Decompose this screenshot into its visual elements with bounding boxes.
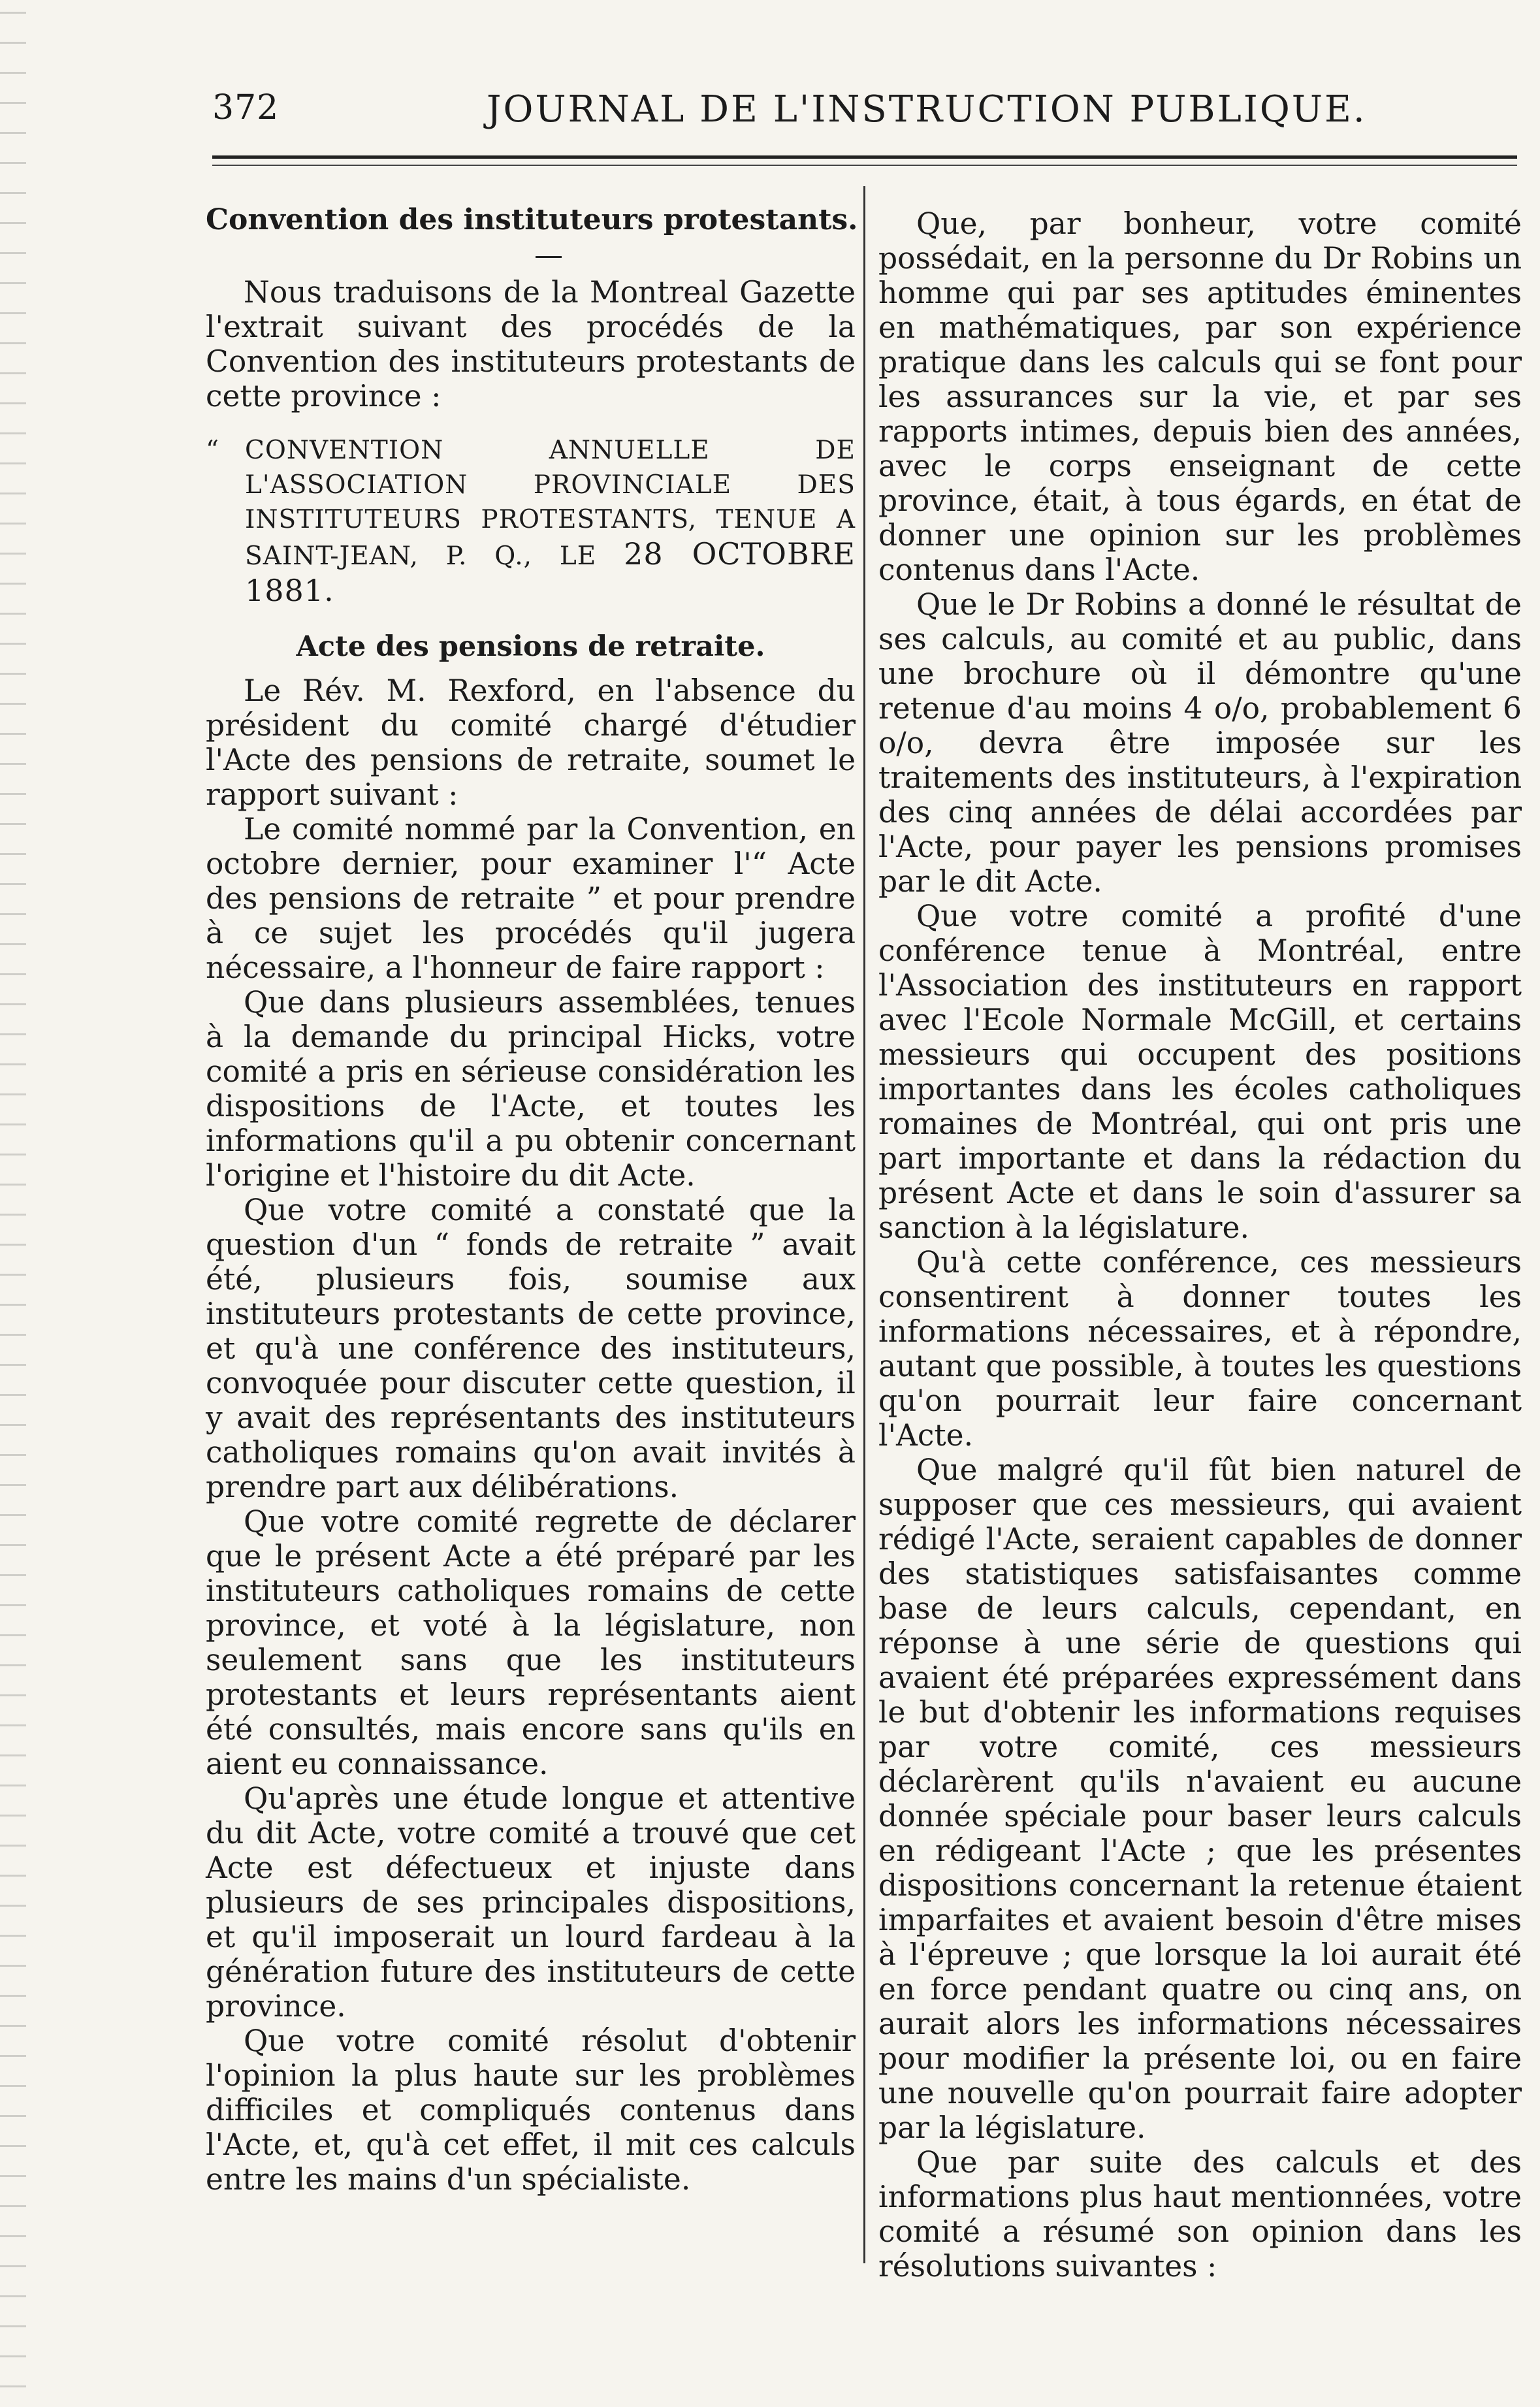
paragraph: Que votre comité résolut d'obtenir l'opinion la plus haute sur les problèmes difficiles et compliqués contenus dans l'Acte, et, qu'à cet effet, il mit ces calculs entre les mains d'un spécialiste. [206, 2024, 856, 2197]
paragraph: Le Rév. M. Rexford, en l'absence du président du comité chargé d'étudier l'Acte des pensions de retraite, soumet le rapport suivant : [206, 673, 856, 812]
heading-dash [206, 237, 856, 270]
paragraph: Qu'après une étude longue et attentive du dit Acte, votre comité a trouvé que cet Acte est défectueux et injuste dans plusieurs de ses principales dispositions, et qu'il imposerait un lourd fardeau à la génération future des instituteurs de cette province. [206, 1781, 856, 2024]
paragraph: Que le Dr Robins a donné le résultat de ses calculs, au comité et au public, dans une brochure où il démontre qu'une retenue d'au moins 4 o/o, probablement 6 o/o, devra être imposée sur les traitements des instituteurs, à l'expiration des cinq années de délai accordées par l'Acte, pour payer les pensions promises par le dit Acte. [878, 587, 1522, 899]
header-rule-thin [212, 165, 1517, 166]
right-column [878, 206, 1522, 2284]
convention-title [206, 433, 856, 610]
running-title: JOURNAL DE L'INSTRUCTION PUBLIQUE. [487, 88, 1367, 131]
convention-date: 28 OCTOBRE 1881. [245, 536, 856, 608]
opening-quote: “ [206, 436, 219, 465]
paragraph: Que votre comité regrette de déclarer que le présent Acte a été préparé par les instituteurs catholiques romains de cette province, et voté à la législature, non seulement sans que les instituteurs protestants et leurs représentants aient été consultés, mais encore sans qu'ils en aient eu connaissance. [206, 1504, 856, 1781]
article-heading: Convention des instituteurs protestants. [206, 203, 858, 236]
paragraph: Que par suite des calculs et des informations plus haut mentionnées, votre comité a résumé son opinion dans les résolutions suivantes : [878, 2145, 1522, 2284]
paragraph: Que votre comité a constaté que la question d'un “ fonds de retraite ” avait été, plusieurs fois, soumise aux instituteurs protestants de cette province, et qu'à une conférence des instituteurs, convoquée pour discuter cette question, il y avait des représentants des instituteurs catholiques romains qu'on avait invités à prendre part aux délibérations. [206, 1193, 856, 1504]
header-rule-thick [212, 155, 1517, 159]
convention-title-text: CONVENTION ANNUELLE DE L'ASSOCIATION PROVINCIALE DES INSTITUTEURS PROTESTANTS, TENUE A SAINT-JEAN, P. Q., LE [245, 436, 856, 571]
paragraph: Que malgré qu'il fût bien naturel de supposer que ces messieurs, qui avaient rédigé l'Acte, seraient capables de donner des statistiques satisfaisantes comme base de leurs calculs, cependant, en réponse à une série de questions qui avaient été préparées expressément dans le but d'obtenir les informations requises par votre comité, ces messieurs déclarèrent qu'ils n'avaient eu aucune donnée spéciale pour baser leurs calculs en rédigeant l'Acte ; que les présentes dispositions concernant la retenue étaient imparfaites et avaient besoin d'être mises à l'épreuve ; que lorsque la loi aurait été en force pendant quatre ou cinq ans, on aurait alors les informations nécessaires pour modifier la présente loi, ou en faire une nouvelle qu'on pourrait faire adopter par la législature. [878, 1453, 1522, 2145]
column-divider [863, 186, 865, 2263]
section-subheading: Acte des pensions de retraite. [296, 630, 765, 663]
paragraph: Que votre comité a profité d'une conférence tenue à Montréal, entre l'Association des instituteurs en rapport avec l'Ecole Normale McGill, et certains messieurs qui occupent des positions importantes dans les écoles catholiques romaines de Montréal, qui ont pris une part importante et dans la rédaction du présent Acte et dans le soin d'assurer sa sanction à la législature. [878, 899, 1522, 1245]
paragraph: Que, par bonheur, votre comité possédait, en la personne du Dr Robins un homme qui par ses aptitudes éminentes en mathématiques, par son expérience pratique dans les calculs qui se font pour les assurances sur la vie, et par ses rapports intimes, depuis bien des années, avec le corps enseignant de cette province, était, à tous égards, en état de donner une opinion sur les problèmes contenus dans l'Acte. [878, 206, 1522, 587]
page-header [212, 88, 1367, 140]
left-column [206, 196, 856, 2197]
paragraph: Le comité nommé par la Convention, en octobre dernier, pour examiner l'“ Acte des pensions de retraite ” et pour prendre à ce sujet les procédés qu'il jugera nécessaire, a l'honneur de faire rapport : [206, 812, 856, 985]
page-margin-specks [0, 0, 26, 2407]
intro-paragraph: Nous traduisons de la Montreal Gazette l'extrait suivant des procédés de la Convention des instituteurs protestants de cette province : [206, 275, 856, 413]
page-number: 372 [212, 88, 280, 127]
paragraph: Qu'à cette conférence, ces messieurs consentirent à donner toutes les informations nécessaires, et à répondre, autant que possible, à toutes les questions qu'on pourrait leur faire concernant l'Acte. [878, 1245, 1522, 1453]
paragraph: Que dans plusieurs assemblées, tenues à la demande du principal Hicks, votre comité a pris en sérieuse considération les dispositions de l'Acte, et toutes les informations qu'il a pu obtenir concernant l'origine et l'histoire du dit Acte. [206, 985, 856, 1193]
